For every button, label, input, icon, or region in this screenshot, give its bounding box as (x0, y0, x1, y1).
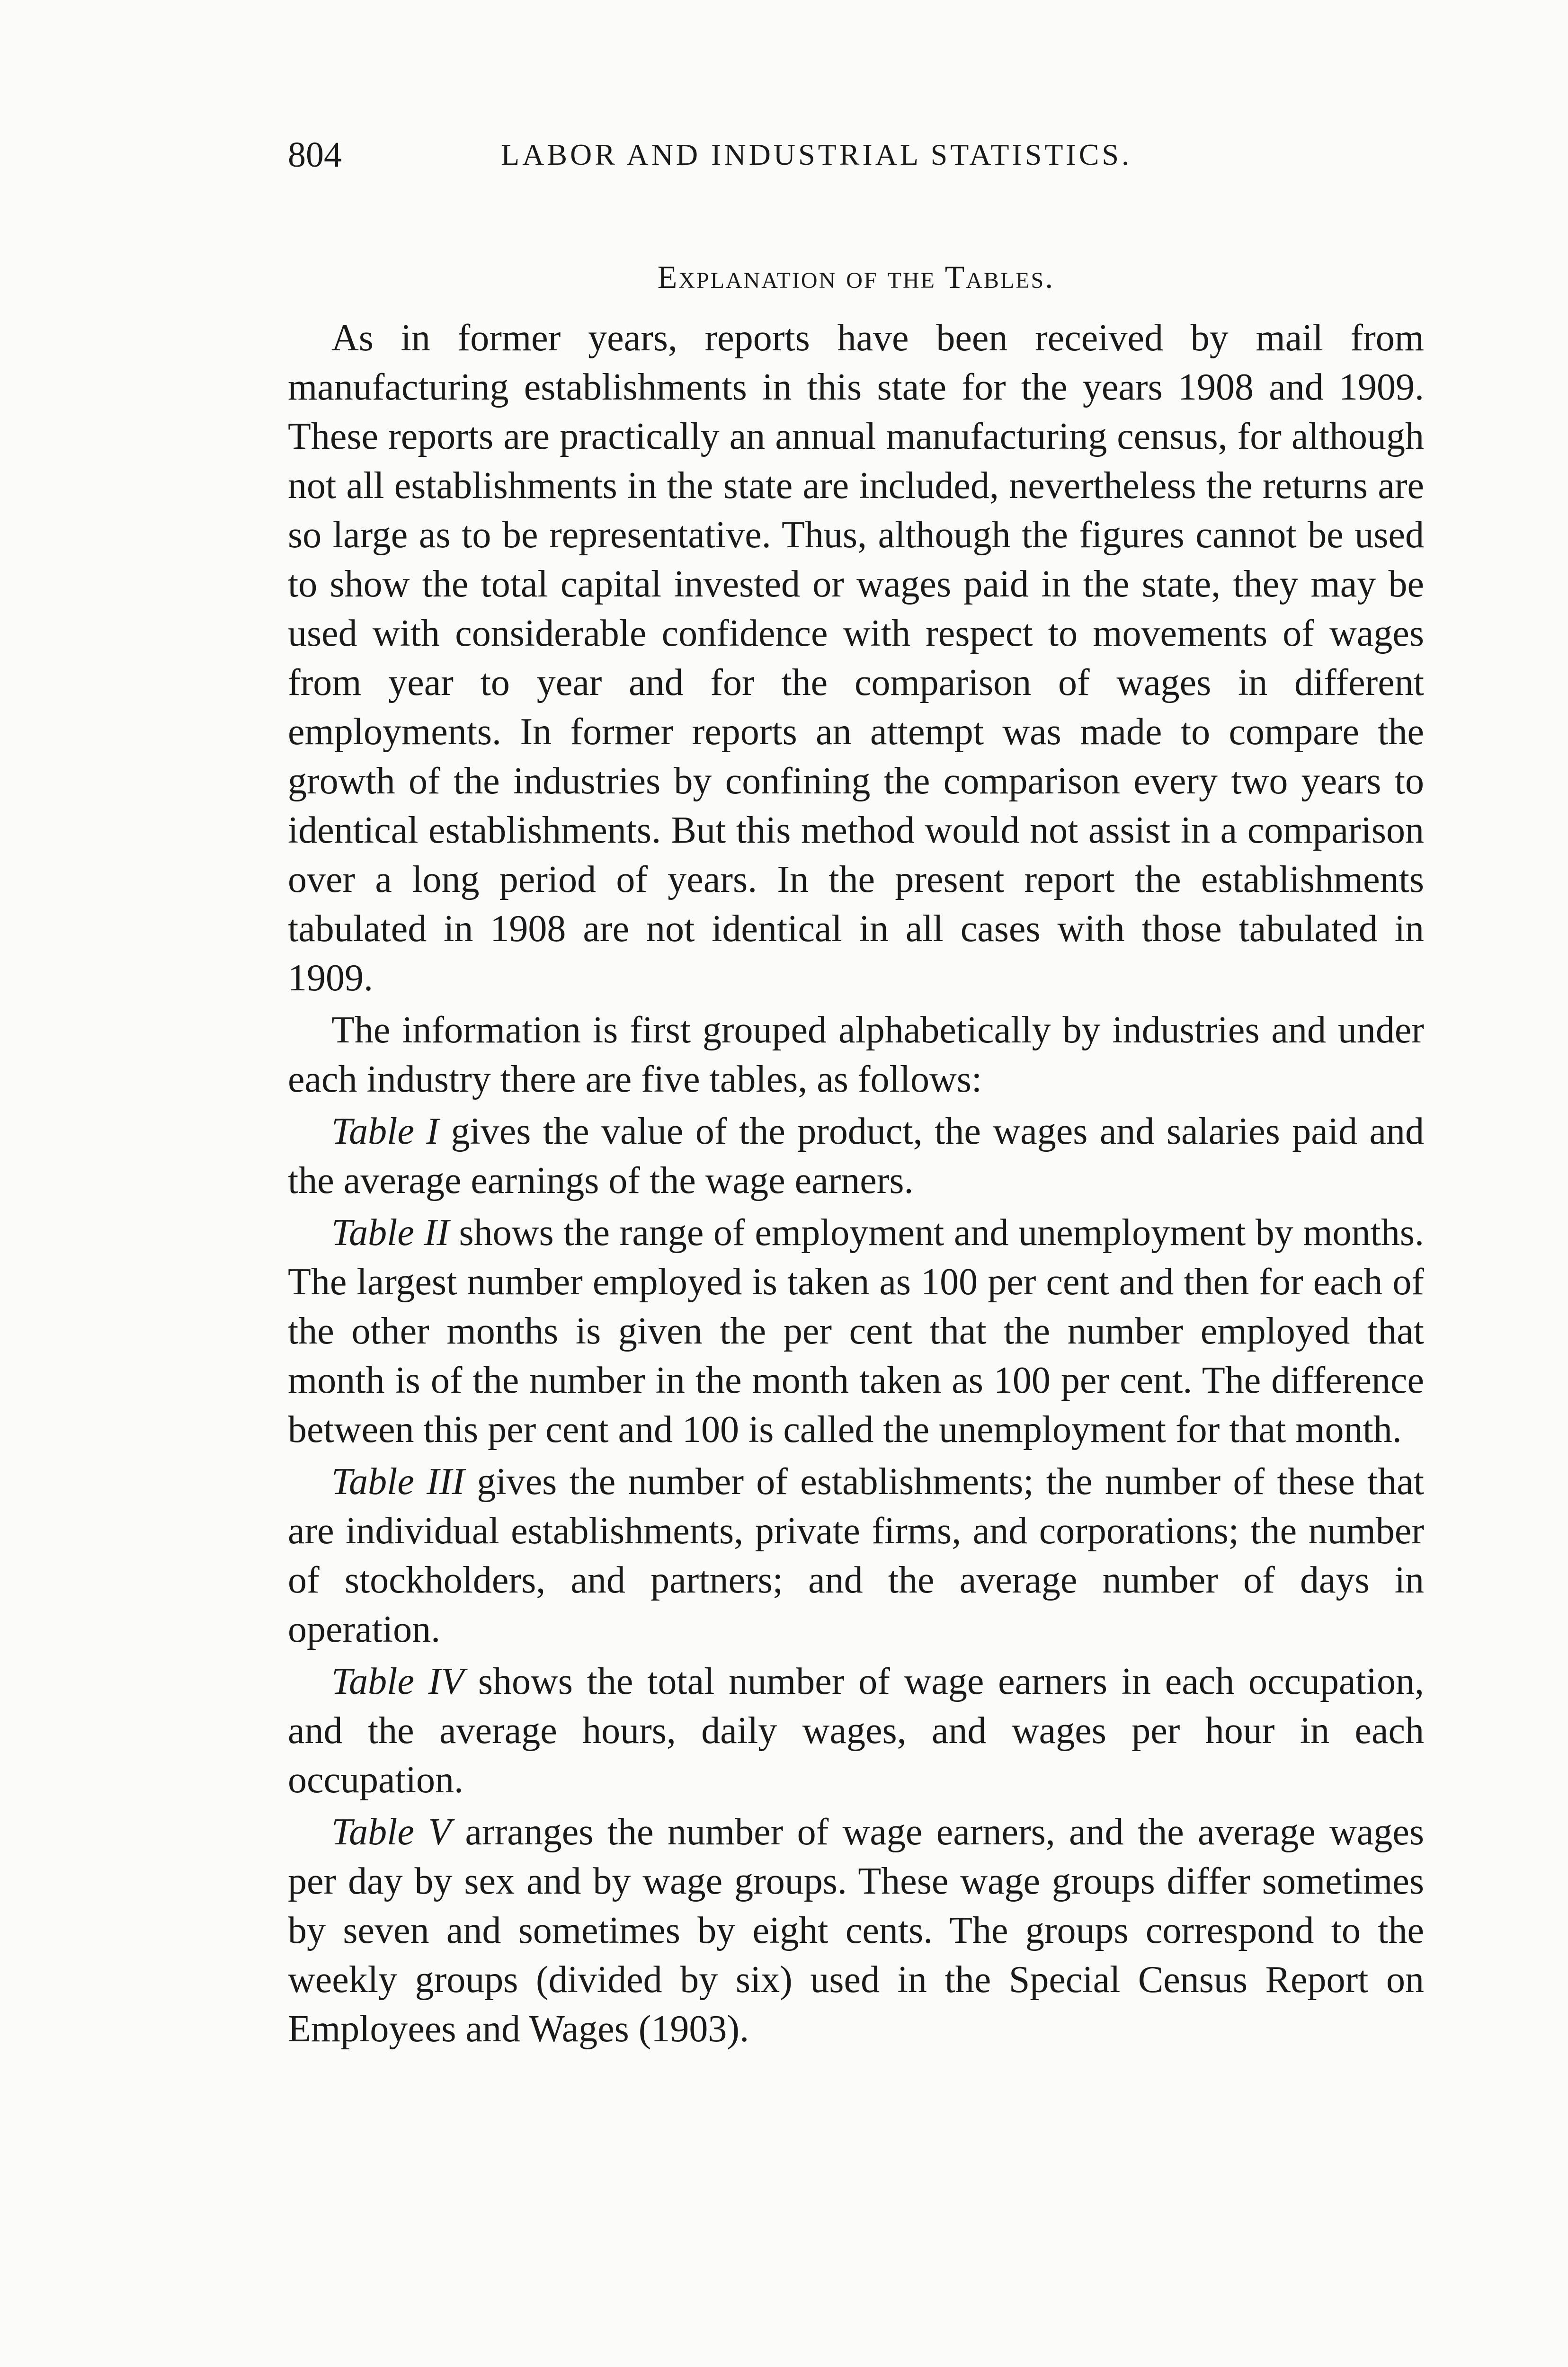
table-4-description: shows the total number of wage earners in each occupation, and the average hours, daily wages, and wages per hour in each occupation. (288, 1661, 1425, 1801)
table-5-label: Table V (331, 1811, 452, 1853)
section-title: Explanation of the Tables. (657, 259, 1055, 295)
table-3-description: gives the number of establishments; the number of these that are individual establishments, private firms, and corporations; the number of stockholders, and partners; and the average number of days in operation. (288, 1461, 1425, 1650)
table-1-label: Table I (331, 1111, 439, 1152)
body-text (288, 313, 1424, 2056)
paragraph-table-2 (288, 1208, 1424, 1454)
table-5-description: arranges the number of wage earners, and the average wages per day by sex and by wage groups. These wage groups differ sometimes by seven and sometimes by eight cents. The groups correspond to the weekly groups (divided by six) used in the Special Census Report on Employees and Wages (1903). (288, 1811, 1425, 2050)
paragraph-table-1 (288, 1107, 1424, 1205)
table-2-label: Table II (331, 1212, 449, 1254)
page-header (288, 129, 1424, 181)
paragraph-grouping: The information is first grouped alphabetically by industries and under each industry there are five tables, as follows: (288, 1009, 1424, 1100)
paragraph-table-4 (288, 1657, 1424, 1805)
table-4-label: Table IV (331, 1661, 464, 1702)
paragraph-intro: As in former years, reports have been received by mail from manufacturing establishments in this state for the years 1908 and 1909. These reports are practically an annual manufacturing census, for although not all establishments in the state are included, nevertheless the returns are so large as to be representative. Thus, although the figures cannot be used to show the total capital invested or wages paid in the state, they may be used with considerable confidence with respect to movements of wages from year to year and for the comparison of wages in different employments. In former reports an attempt was made to compare the growth of the industries by confining the comparison every two years to identical establishments. But this method would not assist in a comparison over a long period of years. In the present report the establishments tabulated in 1908 are not identical in all cases with those tabulated in 1909. (288, 317, 1424, 999)
page-number: 804 (288, 135, 342, 175)
table-1-description: gives the value of the product, the wages and salaries paid and the average earnings of the wage earners. (288, 1111, 1424, 1201)
table-3-label: Table III (331, 1461, 465, 1503)
paragraph-table-5 (288, 1807, 1424, 2054)
running-head: LABOR AND INDUSTRIAL STATISTICS. (501, 138, 1132, 171)
paragraph-table-3 (288, 1457, 1424, 1654)
table-2-description: shows the range of employment and unemployment by months. The largest number employed is taken as 100 per cent and then for each of the other months is given the per cent that the number employed that month is of the number in the month taken as 100 per cent. The difference between this per cent and 100 is called the unemployment for that month. (288, 1212, 1425, 1450)
